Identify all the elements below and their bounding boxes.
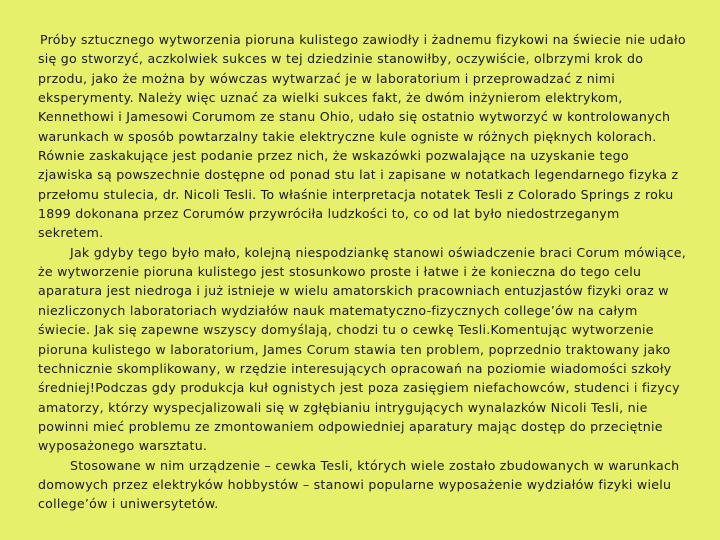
paragraph-1: Próby sztucznego wytworzenia pioruna kulistego zawiodły i żadnemu fizykowi na świecie nie udało się go stworzyć, aczkolwiek sukces w tej dziedzinie stanowiłby, oczywiście, olbrzymi krok do przodu, jako że można by wówczas wytwarzać je w laboratorium i przeprowadzać z nimi eksperymenty. Należy więc uznać za wielki sukces fakt, że dwóm inżynierom elektrykom, Kennethowi i Jamesowi Corumom ze stanu Ohio, udało się ostatnio wytworzyć w kontrolowanych warunkach w sposób powtarzalny takie elektryczne kule ogniste w różnych pięknych kolorach. Równie zaskakujące jest podanie przez nich, że wskazówki pozwalające na uzyskanie tego zjawiska są powszechnie dostępne od ponad stu lat i zapisane w notatkach legendarnego fizyka z przełomu stulecia, dr. Nicoli Tesli. To właśnie interpretacja notatek Tesli z Colorado Springs z roku 1899 dokonana przez Corumów przywróciła ludzkości to, co od lat było niedostrzeganym sekretem. <box>38 32 686 241</box>
paragraph-3: Stosowane w nim urządzenie – cewka Tesli, których wiele zostało zbudowanych w warunkach domowych przez elektryków hobbystów – stanowi popularne wyposażenie wydziałów fizyki wielu college’ów i uniwersytetów. <box>38 457 680 512</box>
paragraph-2: Jak gdyby tego było mało, kolejną niespodziankę stanowi oświadczenie braci Corum mówiące, że wytworzenie pioruna kulistego jest stosunkowo proste i łatwe i że konieczna do tego celu aparatura jest niedroga i już istnieje w wielu amatorskich pracowniach entuzjastów fizyki oraz w niezliczonych laboratoriach wydziałów nauk matematyczno-fizycznych college’ów na całym świecie. Jak się zapewne wszyscy domyślają, chodzi tu o cewkę Tesli.Komentując wytworzenie pioruna kulistego w laboratorium, James Corum stawia ten problem, poprzednio traktowany jako technicznie skomplikowany, w rzędzie interesujących opracowań na poziomie wiadomości szkoły średniej!Podczas gdy produkcja kuł ognistych jest poza zasięgiem niefachowców, studenci i fizycy amatorzy, którzy wyspecjalizowali się w zgłębianiu intrygujących wynalazków Nicoli Tesli, nie powinni mieć problemu ze zmontowaniem odpowiedniej aparatury mając dostęp do przeciętnie wyposażonego warsztatu. <box>38 244 687 454</box>
